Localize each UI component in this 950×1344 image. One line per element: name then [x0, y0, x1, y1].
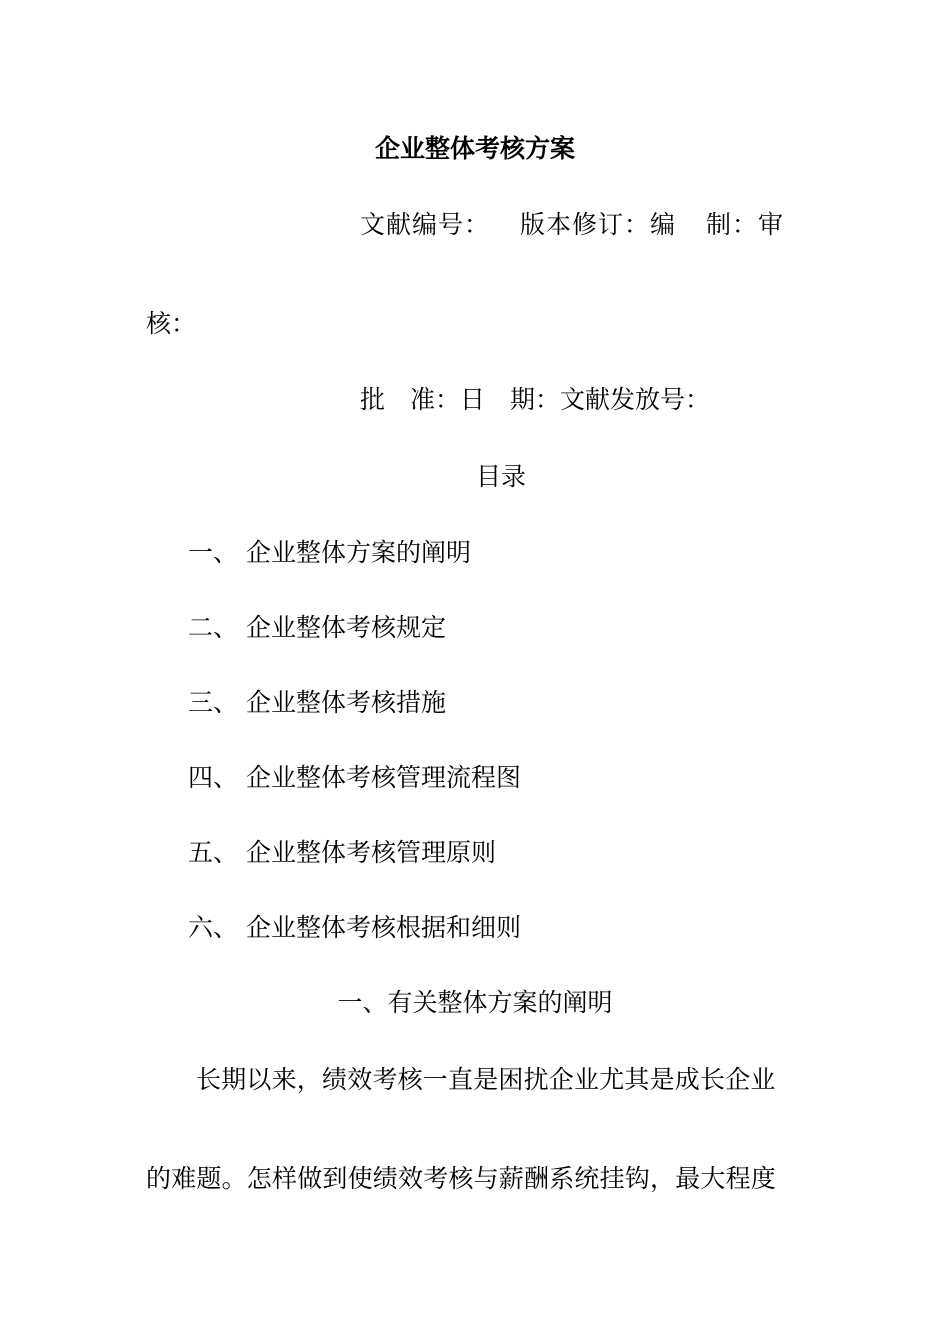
toc-item	[188, 762, 521, 794]
toc-item	[188, 912, 521, 944]
toc-heading: 目录	[475, 462, 526, 491]
toc-item	[188, 537, 471, 569]
toc-item-text: 企业整体方案的阐明	[246, 538, 472, 567]
toc-item-number: 三、	[188, 688, 239, 717]
toc-item-number: 六、	[188, 913, 239, 942]
section-heading: 一、有关整体方案的阐明	[337, 988, 613, 1017]
toc-item-text: 企业整体考核规定	[246, 613, 447, 642]
document-meta-line-3: 批 准：日 期：文献发放号：	[360, 385, 711, 414]
toc-item-number: 四、	[188, 763, 239, 792]
document-meta-line-2: 核：	[146, 309, 197, 338]
toc-item	[188, 687, 446, 719]
meta-prepared-review-label: 制：审	[706, 210, 785, 239]
toc-item-text: 企业整体考核管理原则	[246, 838, 497, 867]
toc-item-text: 企业整体考核根据和细则	[246, 913, 522, 942]
document-meta-line-1	[360, 209, 784, 241]
toc-item	[188, 837, 496, 869]
meta-document-number-label: 文献编号：	[360, 210, 491, 239]
body-paragraph-line-1: 长期以来，绩效考核一直是困扰企业尤其是成长企业	[196, 1065, 776, 1094]
document-title: 企业整体考核方案	[374, 134, 575, 163]
body-paragraph-line-2: 的难题。怎样做到使绩效考核与薪酬系统挂钩，最大程度	[146, 1164, 777, 1193]
toc-item-number: 二、	[188, 613, 239, 642]
meta-revision-editor-label: 版本修订：编	[520, 210, 677, 239]
toc-item-text: 企业整体考核管理流程图	[246, 763, 522, 792]
toc-item-text: 企业整体考核措施	[246, 688, 447, 717]
toc-item-number: 一、	[188, 538, 239, 567]
toc-item-number: 五、	[188, 838, 239, 867]
toc-item	[188, 612, 446, 644]
